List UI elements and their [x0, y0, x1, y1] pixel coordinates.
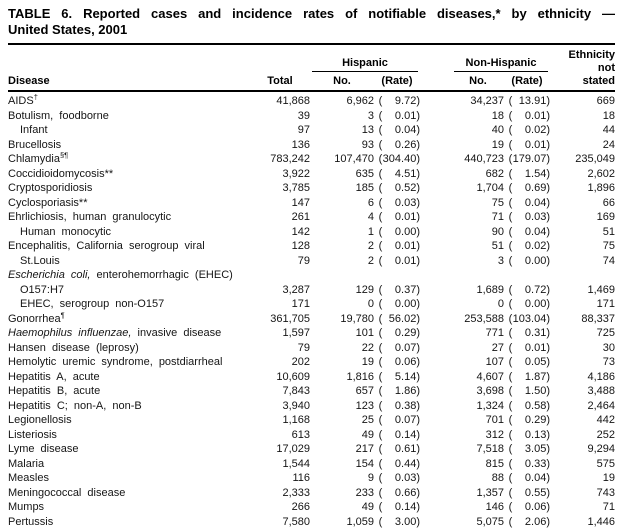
- hispanic-rate-cell: ( 0.66): [378, 486, 420, 499]
- nonhispanic-rate-cell: ( 1.54): [508, 167, 550, 180]
- table-row: [8, 355, 615, 370]
- table-row: [8, 442, 615, 457]
- nonhispanic-no-cell: 440,723: [464, 153, 504, 165]
- table-row: [8, 457, 615, 472]
- ethnicity-not-stated-cell: 51: [602, 225, 615, 238]
- nonhispanic-no-cell: 3: [497, 254, 504, 267]
- table-body: [8, 94, 615, 529]
- ethnicity-not-stated-cell: 169: [596, 211, 615, 223]
- nonhispanic-no-cell: 34,237: [470, 95, 504, 107]
- ethnicity-not-stated-cell: 1,896: [587, 182, 615, 194]
- ethnicity-not-stated-cell: 75: [602, 240, 615, 252]
- disease-name-cell: Pertussis: [8, 515, 54, 528]
- disease-name-cell: Meningococcal disease: [8, 486, 126, 499]
- disease-name-cell: Malaria: [8, 457, 45, 470]
- table-row: [8, 239, 615, 254]
- table-row: [8, 152, 615, 167]
- disease-name-cell: AIDS†: [8, 94, 38, 107]
- table-row: [8, 326, 615, 341]
- table-title-line1: TABLE 6. Reported cases and incidence rates of notifiable diseases,* by ethnicity —: [8, 6, 615, 21]
- hispanic-no-cell: 154: [355, 457, 374, 470]
- ethnicity-not-stated-cell: 74: [602, 254, 615, 267]
- hispanic-rate-cell: ( 0.26): [378, 138, 420, 151]
- nonhispanic-rate-cell: ( 0.01): [508, 341, 550, 354]
- total-cell: 3,785: [282, 182, 310, 194]
- ethnicity-not-stated-cell: 669: [596, 95, 615, 107]
- disease-name-cell: Brucellosis: [8, 138, 62, 151]
- column-group-non-hispanic: [452, 57, 550, 88]
- hispanic-no-cell: 101: [355, 327, 374, 339]
- hispanic-no-cell: 9: [367, 472, 374, 484]
- hispanic-no-cell: 25: [361, 414, 374, 426]
- nonhispanic-no-cell: 0: [497, 298, 504, 310]
- total-cell: 7,843: [282, 385, 310, 397]
- nonhispanic-rate-cell: ( 0.69): [508, 182, 550, 194]
- hispanic-no-cell: 0: [367, 298, 374, 310]
- title-divider: [8, 43, 615, 45]
- nonhispanic-rate-cell: ( 0.00): [508, 298, 550, 310]
- total-cell: 3,940: [282, 399, 310, 412]
- nonhispanic-rate-cell: ( 0.04): [508, 225, 550, 238]
- ethnicity-not-stated-cell: 575: [596, 457, 615, 470]
- disease-name-cell: Haemophilus influenzae, invasive disease: [8, 327, 222, 339]
- ethnicity-not-stated-cell: 73: [602, 356, 615, 368]
- table-header: [8, 49, 615, 88]
- nonhispanic-rate-cell: ( 0.01): [508, 109, 550, 122]
- column-group-hispanic: [310, 57, 420, 88]
- hispanic-no-cell: 1,816: [346, 370, 374, 383]
- hispanic-no-cell: 1,059: [346, 515, 374, 528]
- hispanic-no-cell: 233: [355, 486, 374, 499]
- hispanic-rate-cell: ( 4.51): [378, 167, 420, 180]
- table-row: [8, 109, 615, 124]
- disease-name-cell: Chlamydia§¶: [8, 152, 69, 165]
- disease-name-cell: Ehrlichiosis, human granulocytic: [8, 211, 172, 223]
- nonhispanic-rate-cell: ( 0.55): [508, 486, 550, 499]
- hispanic-rate-cell: ( 0.03): [378, 472, 420, 484]
- total-cell: 41,868: [276, 95, 310, 107]
- nonhispanic-rate-cell: ( 0.29): [508, 414, 550, 426]
- total-cell: 3,287: [282, 283, 310, 296]
- nonhispanic-no-cell: 3,698: [476, 385, 504, 397]
- total-cell: 142: [291, 225, 310, 238]
- table-row: [8, 254, 615, 269]
- nonhispanic-no-cell: 27: [491, 341, 504, 354]
- ethnicity-not-stated-cell: 9,294: [587, 443, 615, 455]
- column-header-total: Total: [267, 75, 293, 87]
- ethnicity-not-stated-cell: 18: [602, 109, 615, 122]
- hispanic-no-cell: 2: [367, 240, 374, 252]
- hispanic-no-cell: 19,780: [340, 312, 374, 325]
- ethnicity-not-stated-cell: 1,469: [587, 283, 615, 296]
- hispanic-rate-cell: ( 0.37): [378, 283, 420, 296]
- nonhispanic-rate-cell: ( 0.13): [508, 428, 550, 441]
- ethnicity-not-stated-cell: 252: [596, 428, 615, 441]
- table-row: [8, 399, 615, 414]
- column-header-disease: Disease: [8, 75, 50, 87]
- nonhispanic-rate-cell: ( 0.06): [508, 501, 550, 513]
- disease-name-cell: Hepatitis B, acute: [8, 385, 101, 397]
- column-header-non-hispanic-rate: (Rate): [511, 75, 543, 87]
- hispanic-no-cell: 13: [361, 124, 374, 136]
- disease-name-cell: EHEC, serogroup non-O157: [20, 298, 165, 310]
- nonhispanic-no-cell: 682: [485, 167, 504, 180]
- hispanic-rate-cell: ( 0.06): [378, 356, 420, 368]
- column-header-non-hispanic-no: No.: [469, 75, 487, 87]
- table-row: [8, 486, 615, 501]
- nonhispanic-no-cell: 1,689: [476, 283, 504, 296]
- hispanic-rate-cell: ( 0.38): [378, 399, 420, 412]
- nonhispanic-no-cell: 107: [485, 356, 504, 368]
- total-cell: 97: [297, 124, 310, 136]
- hispanic-no-cell: 185: [355, 182, 374, 194]
- hispanic-rate-cell: ( 1.86): [378, 385, 420, 397]
- total-cell: 1,597: [282, 327, 310, 339]
- ethnicity-not-stated-cell: 442: [596, 414, 615, 426]
- total-cell: 128: [291, 240, 310, 252]
- nonhispanic-no-cell: 71: [491, 211, 504, 223]
- hispanic-rate-cell: ( 0.52): [378, 182, 420, 194]
- nonhispanic-rate-cell: ( 1.87): [508, 370, 550, 383]
- ethnicity-not-stated-cell: 71: [602, 501, 615, 513]
- hispanic-rate-cell: ( 0.01): [378, 211, 420, 223]
- hispanic-rate-cell: ( 0.01): [378, 109, 420, 122]
- column-header-ethnicity-not-stated: [550, 49, 615, 88]
- nonhispanic-rate-cell: ( 2.06): [508, 515, 550, 528]
- disease-name-cell: Mumps: [8, 501, 45, 513]
- hispanic-no-cell: 635: [355, 167, 374, 180]
- disease-name-cell: Hansen disease (leprosy): [8, 341, 139, 354]
- column-header-hispanic-rate: (Rate): [381, 75, 413, 87]
- table-row: [8, 413, 615, 428]
- nonhispanic-rate-cell: ( 0.04): [508, 472, 550, 484]
- hispanic-rate-cell: ( 0.01): [378, 254, 420, 267]
- nonhispanic-no-cell: 5,075: [476, 515, 504, 528]
- nonhispanic-no-cell: 75: [491, 196, 504, 209]
- hispanic-rate-cell: ( 5.14): [378, 370, 420, 383]
- nonhispanic-no-cell: 1,704: [476, 182, 504, 194]
- hispanic-rate-cell: ( 0.61): [378, 443, 420, 455]
- ethnicity-header-line1: Ethnicity: [568, 49, 615, 61]
- total-cell: 79: [297, 254, 310, 267]
- total-cell: 79: [297, 341, 310, 354]
- hispanic-rate-cell: ( 56.02): [378, 312, 420, 325]
- total-cell: 17,029: [276, 443, 310, 455]
- table-row: [8, 341, 615, 356]
- disease-name-cell: O157:H7: [20, 283, 65, 296]
- total-cell: 171: [291, 298, 310, 310]
- disease-name-cell: Hepatitis A, acute: [8, 370, 100, 383]
- nonhispanic-no-cell: 1,357: [476, 486, 504, 499]
- hispanic-no-cell: 3: [367, 109, 374, 122]
- hispanic-no-cell: 49: [361, 501, 374, 513]
- table-row: [8, 123, 615, 138]
- nonhispanic-rate-cell: ( 0.33): [508, 457, 550, 470]
- nonhispanic-rate-cell: ( 0.02): [508, 124, 550, 136]
- ethnicity-not-stated-cell: 4,186: [587, 370, 615, 383]
- hispanic-no-cell: 2: [367, 254, 374, 267]
- nonhispanic-rate-cell: ( 3.05): [508, 443, 550, 455]
- total-cell: 147: [291, 196, 310, 209]
- nonhispanic-rate-cell: ( 0.58): [508, 399, 550, 412]
- nonhispanic-no-cell: 7,518: [476, 443, 504, 455]
- table-row: [8, 196, 615, 211]
- table-row: [8, 312, 615, 327]
- disease-name-cell: Gonorrhea¶: [8, 311, 65, 325]
- column-header-hispanic-no: No.: [333, 75, 351, 87]
- total-cell: 3,922: [282, 167, 310, 180]
- table-row: [8, 370, 615, 385]
- hispanic-rate-cell: ( 0.07): [378, 414, 420, 426]
- disease-name-cell: Botulism, foodborne: [8, 109, 109, 122]
- disease-name-cell: Hepatitis C; non-A, non-B: [8, 399, 142, 412]
- nonhispanic-rate-cell: (103.04): [508, 312, 550, 325]
- disease-name-cell: Coccidioidomycosis**: [8, 167, 114, 180]
- nonhispanic-no-cell: 312: [485, 428, 504, 441]
- nonhispanic-rate-cell: ( 1.50): [508, 385, 550, 397]
- table-row: [8, 181, 615, 196]
- ethnicity-not-stated-cell: 2,602: [587, 167, 615, 180]
- hispanic-no-cell: 4: [367, 211, 374, 223]
- header-divider: [8, 90, 615, 92]
- total-cell: 2,333: [282, 486, 310, 499]
- disease-name-cell: Human monocytic: [20, 225, 112, 238]
- nonhispanic-rate-cell: (179.07): [508, 153, 550, 165]
- hispanic-rate-cell: (304.40): [378, 153, 420, 165]
- ethnicity-not-stated-cell: 30: [602, 341, 615, 354]
- nonhispanic-rate-cell: ( 0.04): [508, 196, 550, 209]
- table-title-line2: United States, 2001: [8, 22, 128, 37]
- disease-name-cell: Measles: [8, 472, 49, 484]
- table-row: [8, 297, 615, 312]
- column-header-non-hispanic: Non-Hispanic: [454, 57, 548, 72]
- table-row: [8, 210, 615, 225]
- table-row: [8, 225, 615, 240]
- column-header-hispanic: Hispanic: [312, 57, 418, 72]
- nonhispanic-no-cell: 40: [491, 124, 504, 136]
- hispanic-rate-cell: ( 0.14): [378, 501, 420, 513]
- hispanic-rate-cell: ( 0.44): [378, 457, 420, 470]
- ethnicity-not-stated-cell: 24: [602, 138, 615, 151]
- hispanic-rate-cell: ( 0.00): [378, 225, 420, 238]
- total-cell: 361,705: [270, 312, 310, 325]
- disease-name-cell: Escherichia coli, enterohemorrhagic (EHEC): [8, 269, 233, 281]
- table-row: [8, 500, 615, 515]
- ethnicity-not-stated-cell: 3,488: [587, 385, 615, 397]
- disease-name-cell: Hemolytic uremic syndrome, postdiarrheal: [8, 356, 223, 368]
- hispanic-no-cell: 123: [355, 399, 374, 412]
- nonhispanic-no-cell: 4,607: [476, 370, 504, 383]
- hispanic-no-cell: 129: [355, 283, 374, 296]
- table-row: [8, 138, 615, 153]
- hispanic-rate-cell: ( 9.72): [378, 95, 420, 107]
- disease-name-cell: St.Louis: [20, 254, 60, 267]
- nonhispanic-no-cell: 771: [485, 327, 504, 339]
- table-row: [8, 428, 615, 443]
- disease-name-cell: Listeriosis: [8, 428, 57, 441]
- table-row: [8, 283, 615, 298]
- nonhispanic-rate-cell: ( 13.91): [508, 95, 550, 107]
- ethnicity-header-line2: not: [597, 62, 615, 74]
- nonhispanic-no-cell: 701: [485, 414, 504, 426]
- ethnicity-not-stated-cell: 1,446: [587, 515, 615, 528]
- hispanic-rate-cell: ( 0.07): [378, 341, 420, 354]
- nonhispanic-no-cell: 146: [485, 501, 504, 513]
- hispanic-no-cell: 6,962: [346, 95, 374, 107]
- hispanic-rate-cell: ( 0.29): [378, 327, 420, 339]
- nonhispanic-no-cell: 19: [491, 138, 504, 151]
- nonhispanic-rate-cell: ( 0.72): [508, 283, 550, 296]
- ethnicity-not-stated-cell: 66: [602, 196, 615, 209]
- ethnicity-not-stated-cell: 2,464: [587, 399, 615, 412]
- ethnicity-not-stated-cell: 88,337: [581, 312, 615, 325]
- hispanic-no-cell: 22: [361, 341, 374, 354]
- total-cell: 39: [297, 109, 310, 122]
- hispanic-no-cell: 657: [355, 385, 374, 397]
- total-cell: 116: [292, 472, 310, 484]
- disease-name-cell: Legionellosis: [8, 414, 72, 426]
- disease-name-cell: Cryptosporidiosis: [8, 182, 93, 194]
- hispanic-no-cell: 217: [355, 443, 374, 455]
- total-cell: 136: [291, 138, 310, 151]
- total-cell: 266: [291, 501, 310, 513]
- table-row: [8, 268, 615, 283]
- ethnicity-not-stated-cell: 19: [602, 472, 615, 484]
- total-cell: 10,609: [276, 370, 310, 383]
- hispanic-rate-cell: ( 0.14): [378, 428, 420, 441]
- total-cell: 1,168: [282, 414, 310, 426]
- table-row: [8, 515, 615, 530]
- nonhispanic-no-cell: 815: [485, 457, 504, 470]
- nonhispanic-no-cell: 51: [491, 240, 504, 252]
- disease-name-cell: Infant: [20, 124, 48, 136]
- total-cell: 202: [291, 356, 310, 368]
- hispanic-no-cell: 6: [367, 196, 374, 209]
- hispanic-rate-cell: ( 0.01): [378, 240, 420, 252]
- hispanic-no-cell: 107,470: [334, 153, 374, 165]
- total-cell: 783,242: [270, 153, 310, 165]
- nonhispanic-rate-cell: ( 0.01): [508, 138, 550, 151]
- hispanic-rate-cell: ( 0.03): [378, 196, 420, 209]
- total-cell: 7,580: [282, 515, 310, 528]
- hispanic-rate-cell: ( 0.00): [378, 298, 420, 310]
- ethnicity-not-stated-cell: 725: [596, 327, 615, 339]
- hispanic-rate-cell: ( 3.00): [378, 515, 420, 528]
- nonhispanic-rate-cell: ( 0.00): [508, 254, 550, 267]
- nonhispanic-no-cell: 1,324: [476, 399, 504, 412]
- ethnicity-header-line3: stated: [582, 75, 615, 87]
- ethnicity-not-stated-cell: 235,049: [575, 153, 615, 165]
- table-row: [8, 384, 615, 399]
- ethnicity-not-stated-cell: 171: [596, 298, 615, 310]
- hispanic-rate-cell: ( 0.04): [378, 124, 420, 136]
- nonhispanic-rate-cell: ( 0.05): [508, 356, 550, 368]
- total-cell: 1,544: [282, 457, 310, 470]
- total-cell: 261: [291, 211, 310, 223]
- disease-name-cell: Cyclosporiasis**: [8, 196, 88, 209]
- nonhispanic-rate-cell: ( 0.03): [508, 211, 550, 223]
- hispanic-no-cell: 19: [361, 356, 374, 368]
- nonhispanic-no-cell: 90: [491, 225, 504, 238]
- nonhispanic-no-cell: 88: [491, 472, 504, 484]
- hispanic-no-cell: 49: [361, 428, 374, 441]
- nonhispanic-no-cell: 253,588: [464, 312, 504, 325]
- table-row: [8, 94, 615, 109]
- disease-name-cell: Lyme disease: [8, 443, 79, 455]
- nonhispanic-rate-cell: ( 0.02): [508, 240, 550, 252]
- nonhispanic-rate-cell: ( 0.31): [508, 327, 550, 339]
- table-row: [8, 471, 615, 486]
- table-row: [8, 167, 615, 182]
- hispanic-no-cell: 1: [367, 225, 374, 238]
- ethnicity-not-stated-cell: 743: [596, 486, 615, 499]
- ethnicity-not-stated-cell: 44: [602, 124, 615, 136]
- disease-name-cell: Encephalitis, California serogroup viral: [8, 240, 205, 252]
- total-cell: 613: [291, 428, 310, 441]
- nonhispanic-no-cell: 18: [491, 109, 504, 122]
- table-title: [8, 6, 615, 38]
- hispanic-no-cell: 93: [361, 138, 374, 151]
